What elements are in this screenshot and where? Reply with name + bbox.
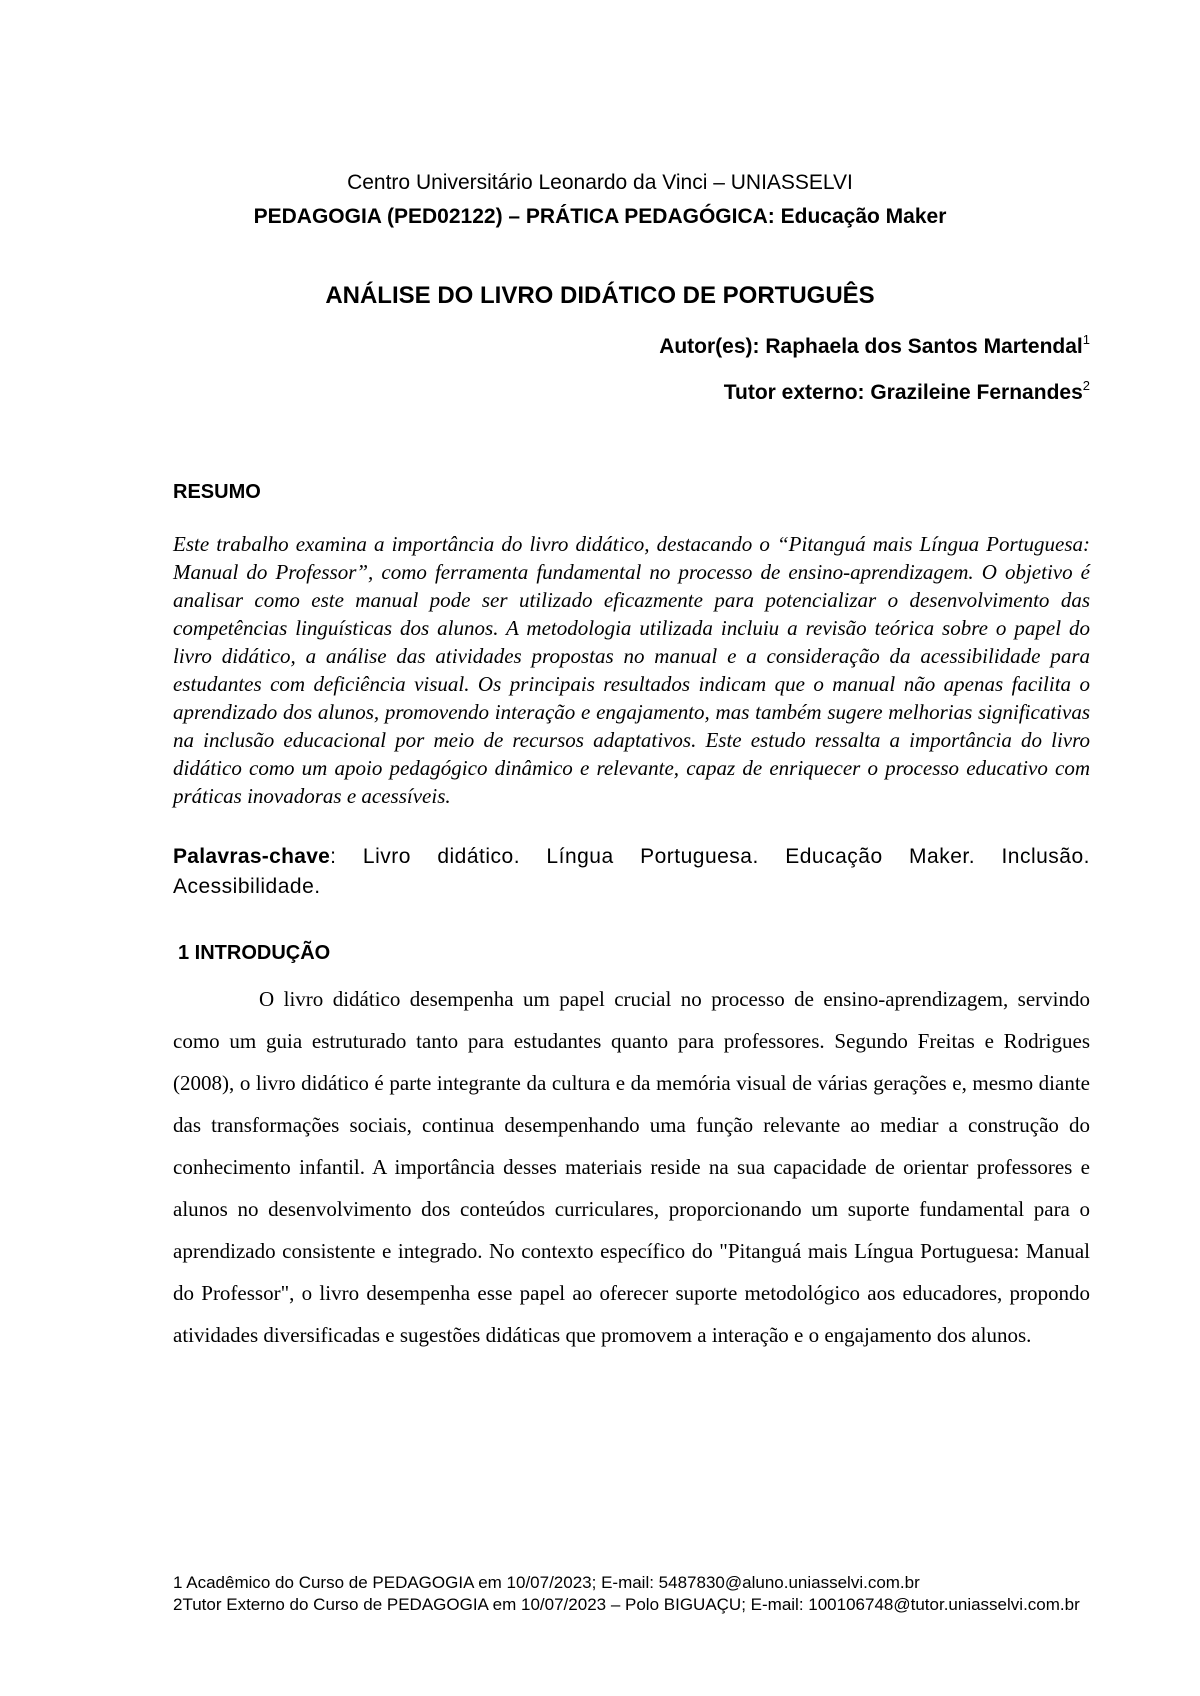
author-label: Autor(es): Raphaela dos Santos Martendal — [659, 335, 1083, 358]
introduction-heading: 1 INTRODUÇÃO — [178, 942, 331, 964]
tutor-footnote-mark: 2 — [1082, 378, 1090, 393]
introduction-paragraph: O livro didático desempenha um papel crucial no processo de ensino-aprendizagem, servindo como um guia estruturado tanto para estudantes quanto para professores. Segundo Freitas e Rodrigues (2008), o livro didático é parte integrante da cultura e da memória visual de várias gerações e, mesmo diante das transformações sociais, continua desempenhando uma função relevante ao mediar a construção do conhecimento infantil. A importância desses materiais reside na sua capacidade de orientar professores e alunos no desenvolvimento dos conteúdos curriculares, proporcionando um suporte fundamental para o aprendizado consistente e integrado. No contexto específico do "Pitanguá mais Língua Portuguesa: Manual do Professor", o livro desempenha esse papel ao oferecer suporte metodológico aos educadores, propondo atividades diversificadas e sugestões didáticas que promovem a interação e o engajamento dos alunos. — [173, 987, 1090, 1347]
tutor-label: Tutor externo: Grazileine Fernandes — [723, 381, 1083, 404]
institution-name: Centro Universitário Leonardo da Vinci – UNIASSELVI — [347, 171, 853, 194]
author-footnote-mark: 1 — [1082, 332, 1090, 347]
footnote-1: 1 Acadêmico do Curso de PEDAGOGIA em 10/07/2023; E-mail: 5487830@aluno.uniasselvi.com.br — [173, 1573, 920, 1592]
author-line — [659, 334, 1090, 360]
tutor-line — [724, 380, 1090, 406]
abstract-text: Este trabalho examina a importância do livro didático, destacando o “Pitanguá mais Língua Portuguesa: Manual do Professor”, como ferramenta fundamental no processo de ensino-aprendizagem. O objetivo é analisar como este manual pode ser utilizado eficazmente para potencializar o desenvolvimento das competências linguísticas dos alunos. A metodologia utilizada incluiu a revisão teórica sobre o papel do livro didático, a análise das atividades propostas no manual e a consideração da acessibilidade para estudantes com deficiência visual. Os principais resultados indicam que o manual não apenas facilita o aprendizado dos alunos, promovendo interação e engajamento, mas também sugere melhorias significativas na inclusão educacional por meio de recursos adaptativos. Este estudo ressalta a importância do livro didático como um apoio pedagógico dinâmico e relevante, capaz de enriquecer o processo educativo com práticas inovadoras e acessíveis. — [173, 532, 1090, 808]
footnote-2: 2Tutor Externo do Curso de PEDAGOGIA em 10/07/2023 – Polo BIGUAÇU; E-mail: 100106748@tutor.uniasselvi.com.br — [173, 1595, 1080, 1614]
abstract-heading: RESUMO — [173, 481, 261, 503]
keywords — [173, 842, 1090, 902]
document-title: ANÁLISE DO LIVRO DIDÁTICO DE PORTUGUÊS — [325, 282, 875, 309]
course-name: PEDAGOGIA (PED02122) – PRÁTICA PEDAGÓGICA: Educação Maker — [253, 205, 947, 228]
keywords-list: : Livro didático. Língua Portuguesa. Educação Maker. Inclusão. Acessibilidade. — [173, 845, 1090, 898]
keywords-label: Palavras-chave — [173, 845, 331, 868]
